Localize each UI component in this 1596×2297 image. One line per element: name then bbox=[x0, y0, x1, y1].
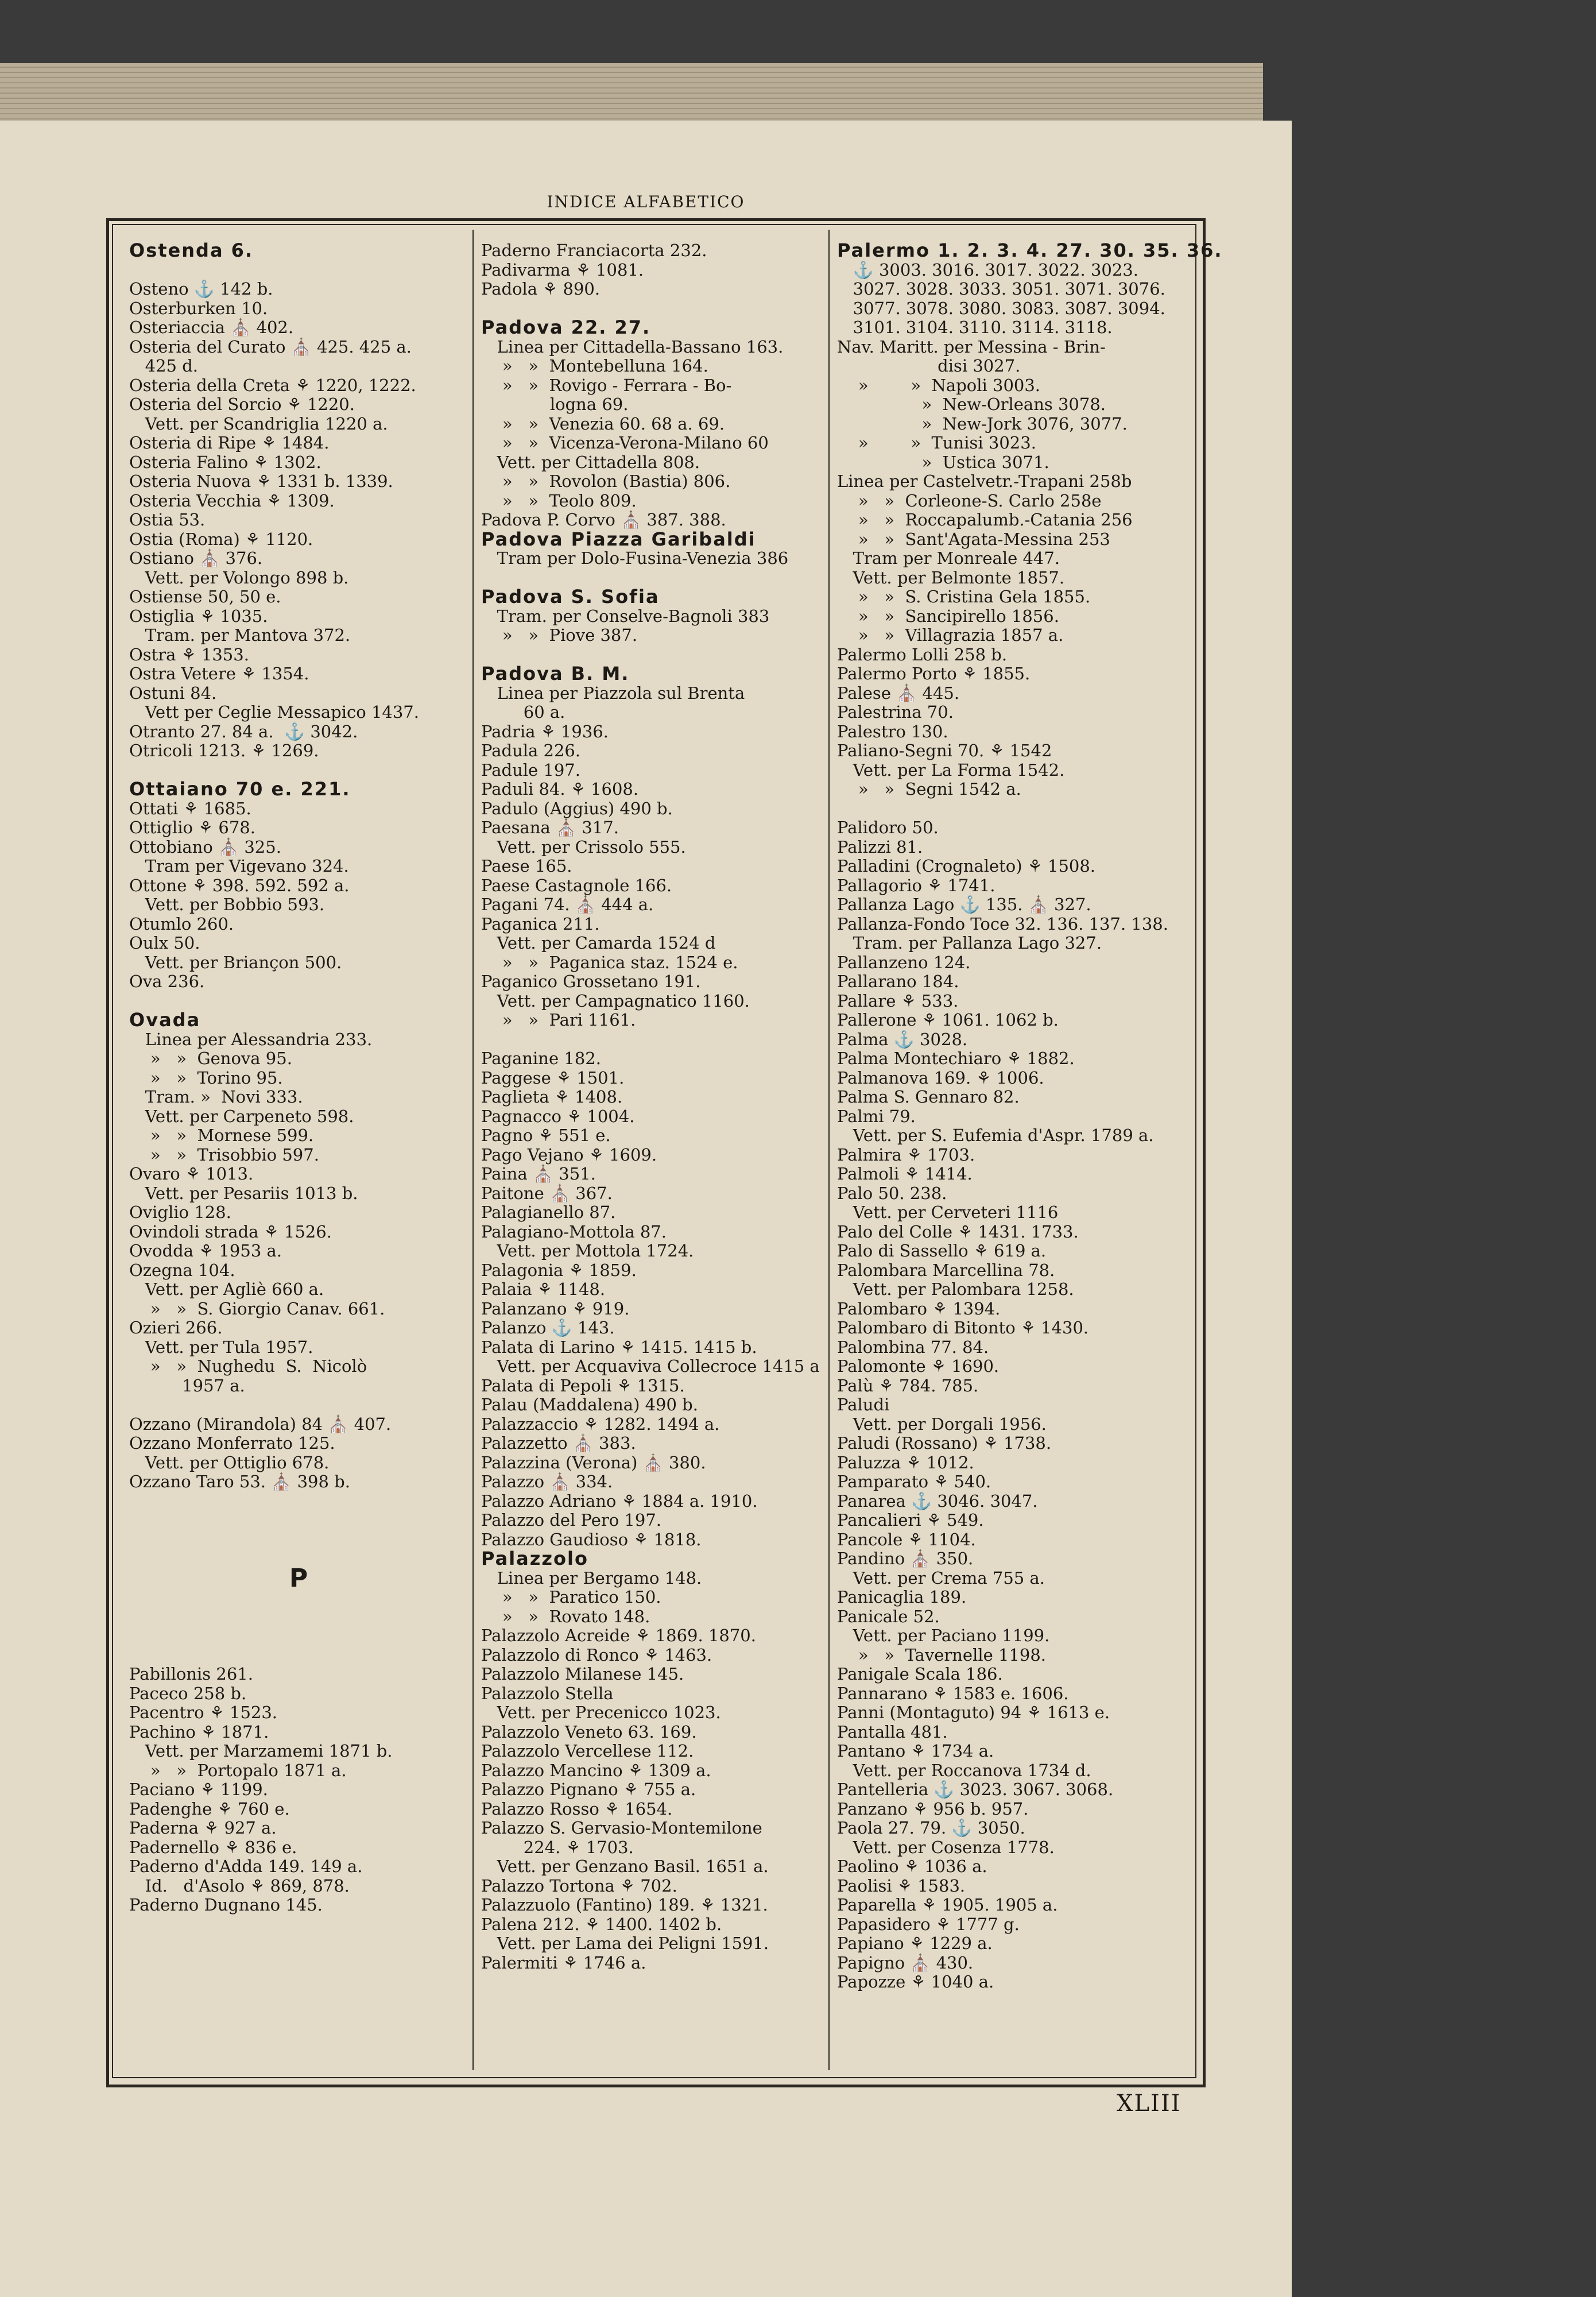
index-entry: Vett. per Roccanova 1734 d. bbox=[837, 1760, 1091, 1780]
blank-line bbox=[129, 992, 468, 1011]
index-entry: Vett. per Palombara 1258. bbox=[837, 1279, 1074, 1299]
index-entry: Linea per Bergamo 148. bbox=[481, 1568, 702, 1588]
blank-line bbox=[129, 261, 468, 280]
index-heading: Palazzolo bbox=[481, 1548, 588, 1569]
index-entry: Paggese ⚘ 1501. bbox=[481, 1068, 625, 1088]
index-entry: Panigale Scala 186. bbox=[837, 1664, 1003, 1684]
index-entry: Paduli 84. ⚘ 1608. bbox=[481, 779, 639, 799]
index-entry: Vett. per Ottiglio 678. bbox=[129, 1452, 330, 1472]
index-entry: Pallerone ⚘ 1061. 1062 b. bbox=[837, 1010, 1059, 1030]
index-entry: Palestro 130. bbox=[837, 721, 948, 741]
index-entry: logna 69. bbox=[481, 395, 629, 414]
index-entry: Panni (Montaguto) 94 ⚘ 1613 e. bbox=[837, 1703, 1110, 1722]
index-entry: Pannarano ⚘ 1583 e. 1606. bbox=[837, 1683, 1069, 1703]
index-entry: » » Trisobbio 597. bbox=[129, 1144, 319, 1165]
index-entry: Oulx 50. bbox=[129, 933, 200, 953]
index-entry: Vett. per Camarda 1524 d bbox=[481, 933, 716, 953]
index-entry: » » Villagrazia 1857 a. bbox=[837, 625, 1064, 645]
index-entry: Osterburken 10. bbox=[129, 298, 268, 318]
index-entry: Palazzo Pignano ⚘ 755 a. bbox=[481, 1780, 696, 1799]
index-entry: Panarea ⚓ 3046. 3047. bbox=[837, 1491, 1038, 1511]
index-entry: Vett. per Belmonte 1857. bbox=[837, 567, 1065, 587]
index-entry: Pallagorio ⚘ 1741. bbox=[837, 875, 995, 895]
index-entry: Osteria Falino ⚘ 1302. bbox=[129, 452, 321, 472]
index-entry: Ozieri 266. bbox=[129, 1318, 223, 1337]
index-entry: » » Pari 1161. bbox=[481, 1010, 636, 1030]
index-entry: Pandino ⛪ 350. bbox=[837, 1549, 974, 1568]
index-heading: Padova Piazza Garibaldi bbox=[481, 528, 756, 550]
index-entry: Oviglio 128. bbox=[129, 1202, 231, 1222]
index-entry: » » Roccapalumb.-Catania 256 bbox=[837, 510, 1133, 529]
index-entry: Pantano ⚘ 1734 a. bbox=[837, 1741, 994, 1761]
index-entry: 425 d. bbox=[129, 356, 199, 376]
index-entry: » » Vicenza-Verona-Milano 60 bbox=[481, 433, 769, 453]
index-column-1 bbox=[129, 241, 468, 2067]
index-entry: Palazzaccio ⚘ 1282. 1494 a. bbox=[481, 1414, 720, 1434]
index-entry: Osteriaccia ⛪ 402. bbox=[129, 318, 294, 337]
index-entry: Pamparato ⚘ 540. bbox=[837, 1472, 991, 1491]
index-entry: Palata di Larino ⚘ 1415. 1415 b. bbox=[481, 1337, 757, 1357]
index-entry: Tram per Monreale 447. bbox=[837, 548, 1060, 568]
index-entry: Paitone ⛪ 367. bbox=[481, 1183, 613, 1203]
index-entry: » New-Jork 3076, 3077. bbox=[837, 413, 1128, 434]
index-entry: Paludi bbox=[837, 1395, 890, 1414]
index-entry: Palma S. Gennaro 82. bbox=[837, 1087, 1020, 1107]
index-entry: Palese ⛪ 445. bbox=[837, 683, 960, 703]
index-entry: Otricoli 1213. ⚘ 1269. bbox=[129, 741, 319, 760]
index-entry: Paglieta ⚘ 1408. bbox=[481, 1087, 623, 1107]
index-entry: Vett. per Tula 1957. bbox=[129, 1337, 313, 1357]
index-entry: » » Genova 95. bbox=[129, 1049, 292, 1068]
index-entry: Paganico Grossetano 191. bbox=[481, 972, 701, 991]
index-entry: » » Paganica staz. 1524 e. bbox=[481, 952, 738, 972]
index-entry: » » Mornese 599. bbox=[129, 1126, 314, 1145]
index-entry: Tram. per Pallanza Lago 327. bbox=[837, 933, 1102, 953]
index-entry: Linea per Piazzola sul Brenta bbox=[481, 683, 745, 703]
blank-line bbox=[129, 1530, 468, 1550]
index-entry: » » Rovolon (Bastia) 806. bbox=[481, 471, 731, 491]
index-entry: Ostuni 84. bbox=[129, 683, 217, 703]
index-entry: » » S. Giorgio Canav. 661. bbox=[129, 1298, 385, 1318]
page-number: XLIII bbox=[1117, 2090, 1181, 2117]
blank-line bbox=[837, 799, 1181, 819]
index-entry: Paina ⛪ 351. bbox=[481, 1164, 596, 1184]
index-entry: Pancole ⚘ 1104. bbox=[837, 1529, 976, 1549]
index-entry: Pabillonis 261. bbox=[129, 1664, 253, 1684]
index-entry: Pallanza Lago ⚓ 135. ⛪ 327. bbox=[837, 895, 1091, 914]
index-entry: Palena 212. ⚘ 1400. 1402 b. bbox=[481, 1914, 722, 1934]
index-entry: » » Rovigo - Ferrara - Bo- bbox=[481, 375, 732, 395]
index-entry: Paese Castagnole 166. bbox=[481, 875, 672, 895]
index-entry: » » Torino 95. bbox=[129, 1068, 283, 1088]
index-entry: » » Teolo 809. bbox=[481, 490, 637, 511]
index-entry: Vett. per Lama dei Peligni 1591. bbox=[481, 1933, 769, 1953]
index-entry: Palombaro di Bitonto ⚘ 1430. bbox=[837, 1318, 1089, 1337]
index-heading: Padova 22. 27. bbox=[481, 316, 651, 338]
index-entry: Vett. per Mottola 1724. bbox=[481, 1241, 694, 1260]
index-entry: Padova P. Corvo ⛪ 387. 388. bbox=[481, 510, 726, 529]
index-entry: 224. ⚘ 1703. bbox=[481, 1837, 634, 1857]
index-entry: Padula 226. bbox=[481, 741, 581, 760]
index-entry: Paganica 211. bbox=[481, 914, 600, 934]
index-entry: Vett. per Cittadella 808. bbox=[481, 452, 700, 472]
index-heading: Ostenda 6. bbox=[129, 239, 254, 261]
index-entry: Pantelleria ⚓ 3023. 3067. 3068. bbox=[837, 1780, 1114, 1799]
index-entry: Palazzo Rosso ⚘ 1654. bbox=[481, 1799, 673, 1819]
index-entry: Padernello ⚘ 836 e. bbox=[129, 1837, 297, 1857]
index-entry: Palmanova 169. ⚘ 1006. bbox=[837, 1068, 1044, 1088]
index-entry: Tram. per Conselve-Bagnoli 383 bbox=[481, 606, 770, 626]
index-entry: Panicale 52. bbox=[837, 1606, 940, 1626]
index-entry: Palombaro ⚘ 1394. bbox=[837, 1298, 1001, 1318]
index-entry: Palizzi 81. bbox=[837, 837, 923, 857]
index-entry: Palazzuolo (Fantino) 189. ⚘ 1321. bbox=[481, 1895, 768, 1915]
index-entry: Pacentro ⚘ 1523. bbox=[129, 1703, 278, 1722]
blank-line bbox=[129, 1646, 468, 1665]
index-entry: Paliano-Segni 70. ⚘ 1542 bbox=[837, 741, 1052, 760]
blank-line bbox=[129, 1395, 468, 1415]
section-letter: P bbox=[289, 1563, 308, 1593]
index-entry: Ostia (Roma) ⚘ 1120. bbox=[129, 529, 313, 549]
index-entry: Panzano ⚘ 956 b. 957. bbox=[837, 1799, 1029, 1819]
index-entry: Ova 236. bbox=[129, 972, 205, 991]
index-entry: Palaia ⚘ 1148. bbox=[481, 1279, 606, 1299]
blank-line bbox=[129, 1626, 468, 1646]
index-entry: Palazzolo Vercellese 112. bbox=[481, 1741, 694, 1761]
index-entry: Osteria Vecchia ⚘ 1309. bbox=[129, 490, 335, 511]
index-entry: Paparella ⚘ 1905. 1905 a. bbox=[837, 1895, 1058, 1915]
index-entry: Palazzo ⛪ 334. bbox=[481, 1472, 613, 1491]
index-entry: 3027. 3028. 3033. 3051. 3071. 3076. bbox=[837, 279, 1165, 299]
index-entry: Papozze ⚘ 1040 a. bbox=[837, 1972, 994, 1991]
index-entry: Vett. per Pesariis 1013 b. bbox=[129, 1183, 358, 1203]
index-entry: Palma Montechiaro ⚘ 1882. bbox=[837, 1049, 1075, 1068]
index-heading: Padova S. Sofia bbox=[481, 586, 660, 608]
index-entry: Palanzo ⚓ 143. bbox=[481, 1318, 615, 1337]
index-entry: Palma ⚓ 3028. bbox=[837, 1029, 968, 1049]
index-entry: Ostiano ⛪ 376. bbox=[129, 548, 263, 568]
index-entry: Paolino ⚘ 1036 a. bbox=[837, 1857, 987, 1876]
index-entry: Otranto 27. 84 a. ⚓ 3042. bbox=[129, 721, 358, 741]
index-entry: Nav. Maritt. per Messina - Brin- bbox=[837, 337, 1106, 357]
index-heading: Ottaiano 70 e. 221. bbox=[129, 778, 351, 800]
index-entry: » » Paratico 150. bbox=[481, 1587, 661, 1607]
index-entry: Palo 50. 238. bbox=[837, 1183, 947, 1203]
index-entry: Palazzo Adriano ⚘ 1884 a. 1910. bbox=[481, 1491, 758, 1511]
index-entry: » » Tavernelle 1198. bbox=[837, 1645, 1047, 1665]
index-entry: Ostia 53. bbox=[129, 510, 206, 529]
index-entry: 60 a. bbox=[481, 702, 565, 722]
index-entry: Palombina 77. 84. bbox=[837, 1337, 989, 1357]
index-entry: Ostra ⚘ 1353. bbox=[129, 644, 249, 664]
index-entry: Palazzolo Acreide ⚘ 1869. 1870. bbox=[481, 1626, 756, 1645]
index-entry: Pallarano 184. bbox=[837, 972, 959, 991]
index-entry: Linea per Castelvetr.-Trapani 258b bbox=[837, 471, 1132, 491]
index-entry: Vett. per Cosenza 1778. bbox=[837, 1837, 1055, 1857]
index-entry: Vett. per Volongo 898 b. bbox=[129, 567, 349, 587]
index-entry: Paceco 258 b. bbox=[129, 1683, 247, 1703]
index-entry: ⚓ 3003. 3016. 3017. 3022. 3023. bbox=[837, 260, 1138, 280]
index-heading: Padova B. M. bbox=[481, 663, 630, 685]
index-entry: » » Napoli 3003. bbox=[837, 375, 1041, 395]
index-entry: Padulo (Aggius) 490 b. bbox=[481, 798, 673, 818]
index-entry: Vett. per Agliè 660 a. bbox=[129, 1279, 324, 1299]
index-entry: Palagianello 87. bbox=[481, 1202, 616, 1222]
index-entry: » » Portopalo 1871 a. bbox=[129, 1760, 347, 1780]
index-entry: » » Corleone-S. Carlo 258e bbox=[837, 490, 1102, 511]
index-entry: Pago Vejano ⚘ 1609. bbox=[481, 1144, 657, 1165]
index-entry: Osteria Nuova ⚘ 1331 b. 1339. bbox=[129, 471, 393, 491]
index-entry: Vett. per Briançon 500. bbox=[129, 952, 342, 972]
index-entry: Palazzolo Stella bbox=[481, 1683, 614, 1703]
index-entry: Palermo Lolli 258 b. bbox=[837, 644, 1008, 664]
index-entry: Ozzano Taro 53. ⛪ 398 b. bbox=[129, 1472, 350, 1491]
index-entry: » » Sant'Agata-Messina 253 bbox=[837, 529, 1110, 549]
index-entry: Pallanzeno 124. bbox=[837, 952, 971, 972]
index-entry: Padule 197. bbox=[481, 760, 580, 780]
index-entry: Palermo Porto ⚘ 1855. bbox=[837, 664, 1031, 683]
index-entry: Ovindoli strada ⚘ 1526. bbox=[129, 1221, 332, 1242]
index-entry: Vett. per Dorgali 1956. bbox=[837, 1414, 1047, 1434]
index-entry: Palmoli ⚘ 1414. bbox=[837, 1164, 973, 1184]
blank-line bbox=[129, 761, 468, 780]
index-entry: Vett. per Marzamemi 1871 b. bbox=[129, 1741, 393, 1761]
index-entry: Ottati ⚘ 1685. bbox=[129, 798, 251, 818]
index-entry: Tram per Dolo-Fusina-Venezia 386 bbox=[481, 548, 789, 568]
index-entry: Paderno d'Adda 149. 149 a. bbox=[129, 1857, 363, 1876]
blank-line bbox=[129, 1492, 468, 1511]
index-entry: Palmira ⚘ 1703. bbox=[837, 1144, 975, 1165]
index-entry: 3101. 3104. 3110. 3114. 3118. bbox=[837, 318, 1113, 337]
index-entry: Paciano ⚘ 1199. bbox=[129, 1780, 268, 1799]
blank-line bbox=[481, 645, 820, 665]
index-column-2 bbox=[481, 241, 820, 2067]
index-entry: Ostiglia ⚘ 1035. bbox=[129, 606, 268, 626]
index-entry: Palidoro 50. bbox=[837, 818, 939, 837]
index-entry: Vett. per La Forma 1542. bbox=[837, 760, 1065, 780]
index-entry: Vett. per Crissolo 555. bbox=[481, 837, 686, 857]
index-heading: Palermo 1. 2. 3. 4. 27. 30. 35. 36. bbox=[837, 239, 1223, 261]
index-entry: Vett. per Genzano Basil. 1651 a. bbox=[481, 1857, 769, 1876]
index-entry: Vett. per Paciano 1199. bbox=[837, 1626, 1050, 1645]
index-entry: 1957 a. bbox=[129, 1375, 245, 1395]
index-entry: Vett. per Campagnatico 1160. bbox=[481, 991, 750, 1011]
index-entry: » » Nughedu S. Nicolò bbox=[129, 1356, 367, 1376]
index-entry: » Ustica 3071. bbox=[837, 452, 1049, 472]
index-entry: Palau (Maddalena) 490 b. bbox=[481, 1395, 698, 1414]
index-entry: Ozzano (Mirandola) 84 ⛪ 407. bbox=[129, 1414, 392, 1434]
index-entry: Paludi (Rossano) ⚘ 1738. bbox=[837, 1433, 1052, 1453]
index-entry: Pagno ⚘ 551 e. bbox=[481, 1126, 611, 1145]
index-entry: Palù ⚘ 784. 785. bbox=[837, 1375, 979, 1395]
index-entry: Paesana ⛪ 317. bbox=[481, 818, 619, 837]
index-entry: Padenghe ⚘ 760 e. bbox=[129, 1799, 290, 1819]
index-entry: » » S. Cristina Gela 1855. bbox=[837, 587, 1091, 606]
index-entry: Pagani 74. ⛪ 444 a. bbox=[481, 895, 654, 914]
index-entry: Linea per Alessandria 233. bbox=[129, 1029, 373, 1049]
index-entry: » » Segni 1542 a. bbox=[837, 779, 1021, 799]
index-entry: Vett. per S. Eufemia d'Aspr. 1789 a. bbox=[837, 1126, 1154, 1145]
index-entry: Id. d'Asolo ⚘ 869, 878. bbox=[129, 1876, 350, 1896]
index-entry: » » Tunisi 3023. bbox=[837, 433, 1036, 453]
index-entry: Papigno ⛪ 430. bbox=[837, 1952, 974, 1973]
index-entry: Palagonia ⚘ 1859. bbox=[481, 1260, 637, 1280]
index-entry: Osteria della Creta ⚘ 1220, 1222. bbox=[129, 375, 416, 395]
index-entry: Palazzetto ⛪ 383. bbox=[481, 1433, 636, 1453]
index-entry: Ozegna 104. bbox=[129, 1260, 235, 1280]
blank-line bbox=[129, 1607, 468, 1627]
index-entry: Osteria del Sorcio ⚘ 1220. bbox=[129, 395, 355, 414]
index-entry: Palazzo Mancino ⚘ 1309 a. bbox=[481, 1760, 711, 1780]
index-entry: Paluzza ⚘ 1012. bbox=[837, 1452, 974, 1472]
index-entry: Otumlo 260. bbox=[129, 914, 234, 934]
index-entry: » » Piove 387. bbox=[481, 625, 638, 645]
index-entry: Palazzo Tortona ⚘ 702. bbox=[481, 1876, 677, 1896]
index-entry: » » Montebelluna 164. bbox=[481, 356, 708, 376]
blank-line bbox=[481, 1030, 820, 1050]
index-entry: Pagnacco ⚘ 1004. bbox=[481, 1106, 635, 1126]
index-entry: Ottone ⚘ 398. 592. 592 a. bbox=[129, 875, 350, 895]
index-entry: Ottiglio ⚘ 678. bbox=[129, 818, 255, 837]
index-entry: Tram. per Mantova 372. bbox=[129, 625, 351, 645]
index-entry: Vett. per Carpeneto 598. bbox=[129, 1106, 354, 1126]
column-divider-2 bbox=[828, 230, 830, 2070]
index-entry: Papiano ⚘ 1229 a. bbox=[837, 1933, 993, 1953]
index-entry: Osteria di Ripe ⚘ 1484. bbox=[129, 433, 330, 453]
index-entry: Palombara Marcellina 78. bbox=[837, 1260, 1055, 1280]
index-entry: Linea per Cittadella-Bassano 163. bbox=[481, 337, 784, 357]
index-entry: Ozzano Monferrato 125. bbox=[129, 1433, 335, 1453]
index-entry: Vett. per Cerveteri 1116 bbox=[837, 1202, 1059, 1222]
index-entry: Ostiense 50, 50 e. bbox=[129, 587, 281, 606]
index-entry: Pancalieri ⚘ 549. bbox=[837, 1510, 984, 1530]
index-entry: Paderno Dugnano 145. bbox=[129, 1895, 323, 1915]
index-entry: Ostra Vetere ⚘ 1354. bbox=[129, 664, 309, 683]
index-entry: Palagiano-Mottola 87. bbox=[481, 1221, 667, 1242]
index-entry: Paolisi ⚘ 1583. bbox=[837, 1876, 966, 1896]
index-entry: Palladini (Crognaleto) ⚘ 1508. bbox=[837, 856, 1096, 876]
column-divider-1 bbox=[472, 230, 474, 2070]
index-entry: » » Rovato 148. bbox=[481, 1606, 650, 1626]
index-entry: Palazzina (Verona) ⛪ 380. bbox=[481, 1452, 706, 1472]
index-entry: Ovodda ⚘ 1953 a. bbox=[129, 1241, 282, 1260]
index-entry: Osteno ⚓ 142 b. bbox=[129, 279, 273, 299]
index-entry: Paola 27. 79. ⚓ 3050. bbox=[837, 1818, 1025, 1838]
blank-line bbox=[481, 299, 820, 319]
blank-line bbox=[129, 1511, 468, 1530]
index-entry: Padria ⚘ 1936. bbox=[481, 721, 609, 741]
index-entry: Paganine 182. bbox=[481, 1049, 601, 1068]
index-entry: Palo del Colle ⚘ 1431. 1733. bbox=[837, 1221, 1079, 1242]
index-entry: Padivarma ⚘ 1081. bbox=[481, 260, 644, 280]
index-entry: Pallanza-Fondo Toce 32. 136. 137. 138. bbox=[837, 914, 1168, 934]
index-column-3 bbox=[837, 239, 1223, 2067]
index-entry: Palazzolo Veneto 63. 169. bbox=[481, 1722, 697, 1742]
index-entry: Palazzo Gaudioso ⚘ 1818. bbox=[481, 1529, 702, 1549]
index-heading: Ovada bbox=[129, 1009, 201, 1031]
index-entry: Palomonte ⚘ 1690. bbox=[837, 1356, 1000, 1376]
index-entry: Tram per Vigevano 324. bbox=[129, 856, 349, 876]
index-entry: Vett per Ceglie Messapico 1437. bbox=[129, 702, 419, 722]
index-entry: Palazzolo Milanese 145. bbox=[481, 1664, 684, 1684]
index-entry: Palata di Pepoli ⚘ 1315. bbox=[481, 1375, 685, 1395]
index-entry: Ovaro ⚘ 1013. bbox=[129, 1164, 254, 1184]
index-entry: Palermiti ⚘ 1746 a. bbox=[481, 1952, 646, 1973]
index-entry: Vett. per Scandriglia 1220 a. bbox=[129, 413, 388, 434]
index-entry: Paese 165. bbox=[481, 856, 572, 876]
index-entry: Palmi 79. bbox=[837, 1106, 916, 1126]
index-entry: disi 3027. bbox=[837, 356, 1021, 376]
index-entry: Padola ⚘ 890. bbox=[481, 279, 601, 299]
index-entry: Panicaglia 189. bbox=[837, 1587, 967, 1607]
index-entry: Vett. per Crema 755 a. bbox=[837, 1568, 1045, 1588]
index-entry: 3077. 3078. 3080. 3083. 3087. 3094. bbox=[837, 298, 1165, 318]
index-entry: Pachino ⚘ 1871. bbox=[129, 1722, 269, 1742]
index-entry: » » Sancipirello 1856. bbox=[837, 606, 1059, 626]
index-entry: » » Venezia 60. 68 a. 69. bbox=[481, 413, 725, 434]
index-entry: Palazzo S. Gervasio-Montemilone bbox=[481, 1818, 762, 1838]
index-entry: Tram. » Novi 333. bbox=[129, 1087, 303, 1107]
index-entry: Ottobiano ⛪ 325. bbox=[129, 837, 281, 857]
index-entry: Vett. per Acquaviva Collecroce 1415 a bbox=[481, 1356, 820, 1376]
blank-line bbox=[481, 569, 820, 588]
index-entry: Palanzano ⚘ 919. bbox=[481, 1298, 630, 1318]
index-entry: Osteria del Curato ⛪ 425. 425 a. bbox=[129, 337, 412, 357]
index-entry: Palazzo del Pero 197. bbox=[481, 1510, 662, 1530]
index-entry: » New-Orleans 3078. bbox=[837, 395, 1106, 414]
index-entry: Paderno Franciacorta 232. bbox=[481, 241, 707, 260]
index-entry: Vett. per Precenicco 1023. bbox=[481, 1703, 721, 1722]
index-entry: Pantalla 481. bbox=[837, 1722, 948, 1742]
index-entry: Palazzolo di Ronco ⚘ 1463. bbox=[481, 1645, 712, 1665]
page-header: INDICE ALFABETICO bbox=[547, 192, 745, 211]
index-entry: Vett. per Bobbio 593. bbox=[129, 895, 325, 914]
index-entry: Pallare ⚘ 533. bbox=[837, 991, 959, 1011]
index-entry: Papasidero ⚘ 1777 g. bbox=[837, 1914, 1020, 1934]
index-entry: Palo di Sassello ⚘ 619 a. bbox=[837, 1241, 1047, 1260]
index-entry: Palestrina 70. bbox=[837, 702, 954, 722]
index-entry: Paderna ⚘ 927 a. bbox=[129, 1818, 277, 1838]
